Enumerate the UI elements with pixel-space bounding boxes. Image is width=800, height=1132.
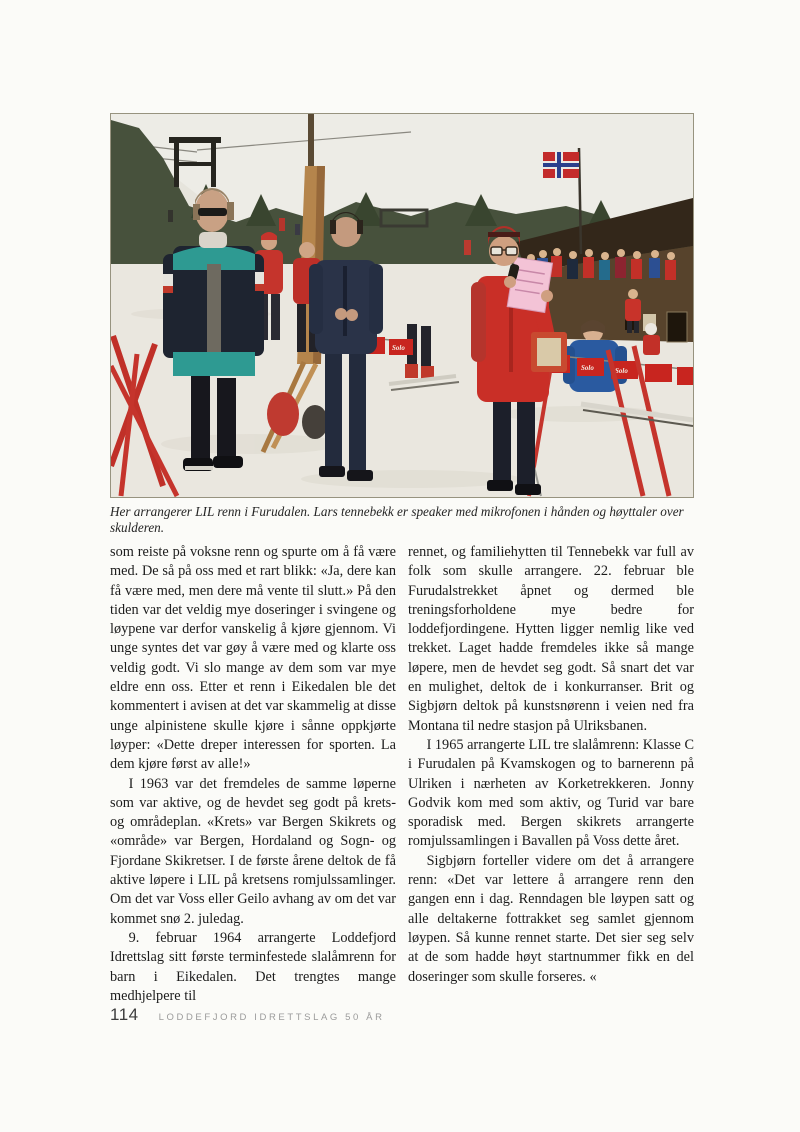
paragraph: rennet, og familiehytten til Tennebekk var full av folk som skulle arrangere. 22. februar ble Furudalstrekket åpnet og dermed ble treningsforholdene mye bedre for loddefjordingene. Hytten ligger nemlig like ved trekket. Laget hadde fremdeles ikke så mange løpere, men de hevdet seg godt. Så snart det var en mulighet, deltok de i konkurranser. Brit og Sigbjørn deltok på kunstsnørenn i veien ned fra Montana til nedre stasjon på Ulriksbanen. (408, 544, 694, 734)
book-title: LODDEFJORD IDRETTSLAG 50 ÅR (158, 1012, 385, 1023)
paragraph: I 1965 arrangerte LIL tre slalåmrenn: Klasse C i Furudalen på Kvamskogen og to barnerenn på Ulriken i nærheten av Korketrekkeren. Jonny Godvik kom med som aktiv, og Turid var bare sporadisk med. Bergen skikrets arrangerte romjulssamlingen i Bavallen på Voss dette året. (408, 736, 695, 850)
paragraph: Sigbjørn forteller videre om det å arrangere renn: «Det var lettere å arrangere renn den gangen enn i dag. Renndagen ble løypen satt og alle deltakerne fottrakket seg samlet gjennom løypen. Så kunne rennet starte. Det sier seg selv at de som hadde høyt startnummer fikk en del doseringer som skulle forseres. « (408, 852, 694, 985)
paragraph: 9. februar 1964 arrangerte Loddefjord Idrettslag sitt første terminfestede slalåmrenn for barn i Eikedalen. Det trengtes mange medhjelpere til (110, 929, 396, 1004)
solo-banner-label: Solo (392, 344, 405, 352)
page-number: 114 (110, 1005, 139, 1024)
left-column (110, 543, 396, 1006)
right-column (408, 543, 694, 1006)
solo-banner-label: Solo (615, 367, 628, 375)
paragraph: som reiste på voksne renn og spurte om å få være med. De så på oss med et rart blikk: «Ja, dere kan få være med, men dere må vente til slutt.» På den tiden var det veldig mye doseringer i svingene og løypene var derfor vanskelig å kjøre gjennom. Vi unge syntes det var gøy å være med og klarte oss veldig godt. Vi slo mange av dem som var mye eldre enn oss. Etter et renn i Eikedalen ble det kommentert i avisen at det var skammelig at disse unge alpinistene skulle kjøre i sånne oppkjørte løyper: «Dette dreper interessen for sporten. La dem kjøre først av alle!» (110, 544, 396, 773)
body-text (110, 543, 694, 1006)
ski-race-photo (110, 113, 694, 498)
photo-caption: Her arrangerer LIL renn i Furudalen. Lars tennebekk er speaker med mikrofonen i hånden og høyttaler over skulderen. (110, 504, 684, 535)
ski-scene-illustration (111, 114, 693, 497)
solo-banner-label: Solo (581, 364, 594, 372)
norwegian-flag (543, 152, 579, 178)
page-footer (110, 1005, 694, 1025)
paragraph: I 1963 var det fremdeles de samme løperne som var aktive, og de hevdet seg godt på krets- og områdeplan. «Krets» var Bergen Skikrets og «område» var Bergen, Hordaland og Sogn- og Fjordane Skikretser. I de første årene deltok de få aktive løpere i LIL på kretsens romjulssamlinger. Om det var Voss eller Geilo avhang av om det var kommet snø 2. juledag. (110, 775, 396, 927)
